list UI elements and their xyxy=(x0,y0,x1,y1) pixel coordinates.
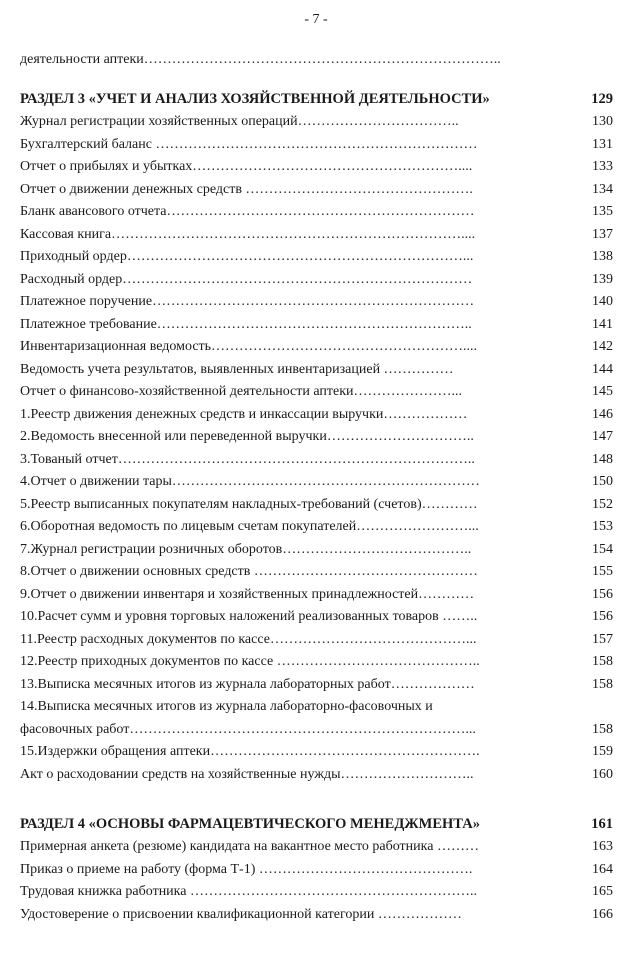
toc-entry-title: Журнал регистрации хозяйственных операций…………………………….. xyxy=(20,114,459,129)
toc-entry-page: 157 xyxy=(592,631,613,647)
toc-entry xyxy=(20,315,613,338)
toc-entry-page: 159 xyxy=(592,744,613,759)
toc-entry-title: фасовочных работ………………………………………………………………... xyxy=(20,721,476,737)
toc-entry xyxy=(20,292,613,315)
toc-entry xyxy=(20,337,613,360)
toc-entry-page: 153 xyxy=(592,519,613,534)
toc-entry-page: 160 xyxy=(592,766,613,782)
toc-entry-page: 138 xyxy=(592,249,613,264)
toc-entry-title: Трудовая книжка работника …………………………………………………….. xyxy=(20,884,477,899)
toc-entry xyxy=(20,882,613,905)
toc-entry-title: Примерная анкета (резюме) кандидата на вакантное место работника ……… xyxy=(20,839,479,854)
toc-entry-title: 13.Выписка месячных итогов из журнала лабораторных работ……………… xyxy=(20,676,475,692)
toc-entry-page: 164 xyxy=(592,861,613,877)
toc-entry xyxy=(20,135,613,158)
toc-entry xyxy=(20,630,613,653)
toc-entry-title: 6.Оборотная ведомость по лицевым счетам покупателей……………………... xyxy=(20,519,479,534)
toc-entry-page: 147 xyxy=(592,429,613,444)
toc-entry-page: 166 xyxy=(592,906,613,922)
toc-entry xyxy=(20,652,613,675)
toc-entry-page: 156 xyxy=(592,609,613,624)
toc-entry-multiline-start xyxy=(20,697,613,720)
toc-entry-page: 140 xyxy=(592,294,613,309)
toc-entry xyxy=(20,472,613,495)
toc-entry-continuation xyxy=(20,50,613,71)
toc-entry-page: 130 xyxy=(592,114,613,129)
toc-entry-title: Платежное требование………………………………………………………….. xyxy=(20,316,472,332)
toc-entry-multiline-end xyxy=(20,720,613,743)
toc-entry xyxy=(20,450,613,473)
toc-entry-page: 141 xyxy=(592,316,613,332)
toc-entry xyxy=(20,742,613,765)
toc-entry-page: 158 xyxy=(592,654,613,669)
toc-entry xyxy=(20,837,613,860)
toc-entry xyxy=(20,157,613,180)
toc-entry xyxy=(20,765,613,788)
toc-entry xyxy=(20,562,613,585)
toc-entry-page: 135 xyxy=(592,204,613,219)
toc-entry-title: Удостоверение о присвоении квалификационной категории ……………… xyxy=(20,906,462,922)
toc-entry xyxy=(20,905,613,928)
toc-entry-title: Отчет о прибылях и убытках………………………………………………….... xyxy=(20,159,473,174)
toc-entry xyxy=(20,427,613,450)
toc-entry-page: 154 xyxy=(592,541,613,557)
toc-entry-title: 1.Реестр движения денежных средств и инкассации выручки……………… xyxy=(20,406,468,422)
section-page: 129 xyxy=(591,91,613,107)
toc-entry-title: 4.Отчет о движении тары………………………………………………………… xyxy=(20,474,480,489)
toc-entry-title: Приказ о приеме на работу (форма Т-1) ………………………………………. xyxy=(20,861,473,877)
toc-entry-title: Бланк авансового отчета………………………………………………………… xyxy=(20,204,475,219)
section-3-heading xyxy=(20,88,613,112)
toc-entry-page: 142 xyxy=(592,339,613,354)
toc-entry-page: 145 xyxy=(592,384,613,399)
toc-entry-page: 158 xyxy=(592,721,613,737)
section-title: РАЗДЕЛ 3 «УЧЕТ И АНАЛИЗ ХОЗЯЙСТВЕННОЙ ДЕЯТЕЛЬНОСТИ» xyxy=(20,91,490,107)
toc-entry-page: 155 xyxy=(592,564,613,579)
toc-entry xyxy=(20,585,613,608)
toc-entry xyxy=(20,540,613,563)
toc-entry xyxy=(20,382,613,405)
toc-entry xyxy=(20,202,613,225)
toc-entry-title: Кассовая книга………………………………………………………………….... xyxy=(20,226,476,242)
toc-entry-page: 134 xyxy=(592,181,613,197)
page-number: - 7 - xyxy=(304,12,328,27)
toc-entry-page: 158 xyxy=(592,676,613,692)
toc-entry-page: 139 xyxy=(592,271,613,287)
toc-entry-page: 163 xyxy=(592,839,613,854)
toc-entry-title: 14.Выписка месячных итогов из журнала лабораторно-фасовочных и xyxy=(20,699,433,714)
toc-entry xyxy=(20,225,613,248)
toc-entry-page: 131 xyxy=(592,136,613,152)
toc-entry-page: 165 xyxy=(592,884,613,899)
section-page: 161 xyxy=(591,816,613,832)
toc-entry xyxy=(20,270,613,293)
toc-entry-title: 10.Расчет сумм и уровня торговых наложений реализованных товаров …….. xyxy=(20,609,478,624)
toc-entry-title: Акт о расходовании средств на хозяйственные нужды……………………….. xyxy=(20,766,474,782)
toc-entry-title: Приходный ордер………………………………………………………………... xyxy=(20,249,474,264)
toc-entry-title: 12.Реестр приходных документов по кассе …………………………………….. xyxy=(20,654,480,669)
toc-entry xyxy=(20,360,613,383)
toc-entry xyxy=(20,675,613,698)
toc-entry-title: Ведомость учета результатов, выявленных инвентаризацией …………… xyxy=(20,361,454,377)
toc-entry-page: 144 xyxy=(592,361,613,377)
toc-entry-page: 146 xyxy=(592,406,613,422)
toc-entry-title: Платежное поручение…………………………………………………………… xyxy=(20,294,475,309)
toc-entry xyxy=(20,112,613,135)
toc-entry xyxy=(20,607,613,630)
toc-entry-title: Бухгалтерский баланс …………………………………………………………… xyxy=(20,136,478,152)
toc-entry-title: Расходный ордер………………………………………………………………… xyxy=(20,271,473,287)
toc-entry-title: 3.Тованый отчет………………………………………………………………….. xyxy=(20,451,475,467)
toc-entry-page: 137 xyxy=(592,226,613,242)
toc-entry xyxy=(20,517,613,540)
toc-entry xyxy=(20,247,613,270)
toc-entry-page: 156 xyxy=(592,586,613,602)
toc-entry-title: деятельности аптеки………………………………………………………………….. xyxy=(20,52,501,67)
toc-entry-page: 148 xyxy=(592,451,613,467)
toc-entry-title: 9.Отчет о движении инвентаря и хозяйственных принадлежностей………… xyxy=(20,586,475,602)
toc-entry-title: Отчет о финансово-хозяйственной деятельности аптеки…………………... xyxy=(20,384,463,399)
toc-entry-title: 5.Реестр выписанных покупателям накладных-требований (счетов)………… xyxy=(20,496,478,512)
toc-entry-title: 11.Реестр расходных документов по кассе……………………………………... xyxy=(20,631,477,647)
table-of-contents xyxy=(20,50,613,927)
toc-entry-title: Инвентаризационная ведомость……………………………………………….... xyxy=(20,339,478,354)
section-title: РАЗДЕЛ 4 «ОСНОВЫ ФАРМАЦЕВТИЧЕСКОГО МЕНЕДЖМЕНТА» xyxy=(20,816,480,832)
toc-entry-title: 2.Ведомость внесенной или переведенной выручки………………………….. xyxy=(20,429,474,444)
toc-entry-title: 7.Журнал регистрации розничных оборотов………………………………….. xyxy=(20,541,472,557)
toc-entry-page: 152 xyxy=(592,496,613,512)
toc-entry xyxy=(20,860,613,883)
toc-entry xyxy=(20,180,613,203)
toc-entry-title: 8.Отчет о движении основных средств ………………………………………… xyxy=(20,564,478,579)
toc-entry-title: Отчет о движении денежных средств …………………………………………. xyxy=(20,181,473,197)
toc-entry xyxy=(20,405,613,428)
toc-entry-page: 150 xyxy=(592,474,613,489)
toc-entry xyxy=(20,495,613,518)
toc-entry-page: 133 xyxy=(592,159,613,174)
toc-entry-title: 15.Издержки обращения аптеки…………………………………………………. xyxy=(20,744,480,759)
section-4-heading xyxy=(20,813,613,837)
